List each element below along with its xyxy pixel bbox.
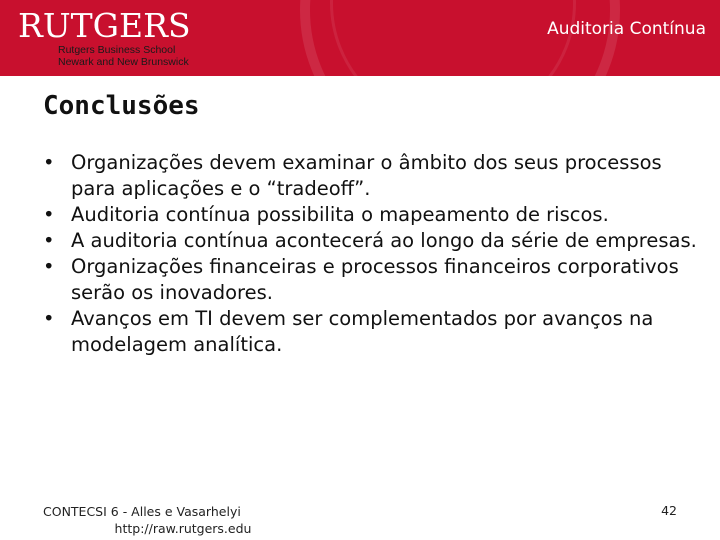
- bullet-dot-icon: •: [43, 255, 55, 278]
- bullet-list: [43, 150, 703, 358]
- bullet-item: [43, 150, 703, 202]
- header-title: Auditoria Contínua: [547, 19, 706, 39]
- seal-inner-ring: [330, 0, 576, 76]
- bullet-text: Avanços em TI devem ser complementados por avanços na modelagem analítica.: [71, 307, 654, 356]
- bullet-dot-icon: •: [43, 229, 55, 252]
- logo-subtitle-line2: Newark and New Brunswick: [58, 56, 189, 68]
- bullet-item: [43, 306, 703, 358]
- bullet-item: [43, 228, 703, 254]
- bullet-dot-icon: •: [43, 203, 55, 226]
- header-banner: [0, 0, 720, 76]
- page-number: 42: [661, 503, 677, 518]
- bullet-text: A auditoria contínua acontecerá ao longo da série de empresas.: [71, 229, 697, 252]
- bullet-text: Organizações devem examinar o âmbito dos seus processos para aplicações e o “tradeoff”.: [71, 151, 662, 200]
- footer-line1: CONTECSI 6 - Alles e Vasarhelyi: [43, 504, 241, 519]
- bullet-dot-icon: •: [43, 151, 55, 174]
- bullet-item: [43, 202, 703, 228]
- logo-subtitle: [58, 44, 189, 68]
- bullet-text: Organizações financeiras e processos financeiros corporativos serão os inovadores.: [71, 255, 679, 304]
- bullet-dot-icon: •: [43, 307, 55, 330]
- bullet-item: [43, 254, 703, 306]
- bullet-text: Auditoria contínua possibilita o mapeamento de riscos.: [71, 203, 609, 226]
- rutgers-logo: RUTGERS: [18, 6, 191, 45]
- slide-title: Conclusões: [43, 91, 200, 121]
- logo-subtitle-line1: Rutgers Business School: [58, 44, 176, 56]
- footer-url-link[interactable]: http://raw.rutgers.edu: [114, 521, 252, 536]
- footer-credits: [43, 503, 323, 537]
